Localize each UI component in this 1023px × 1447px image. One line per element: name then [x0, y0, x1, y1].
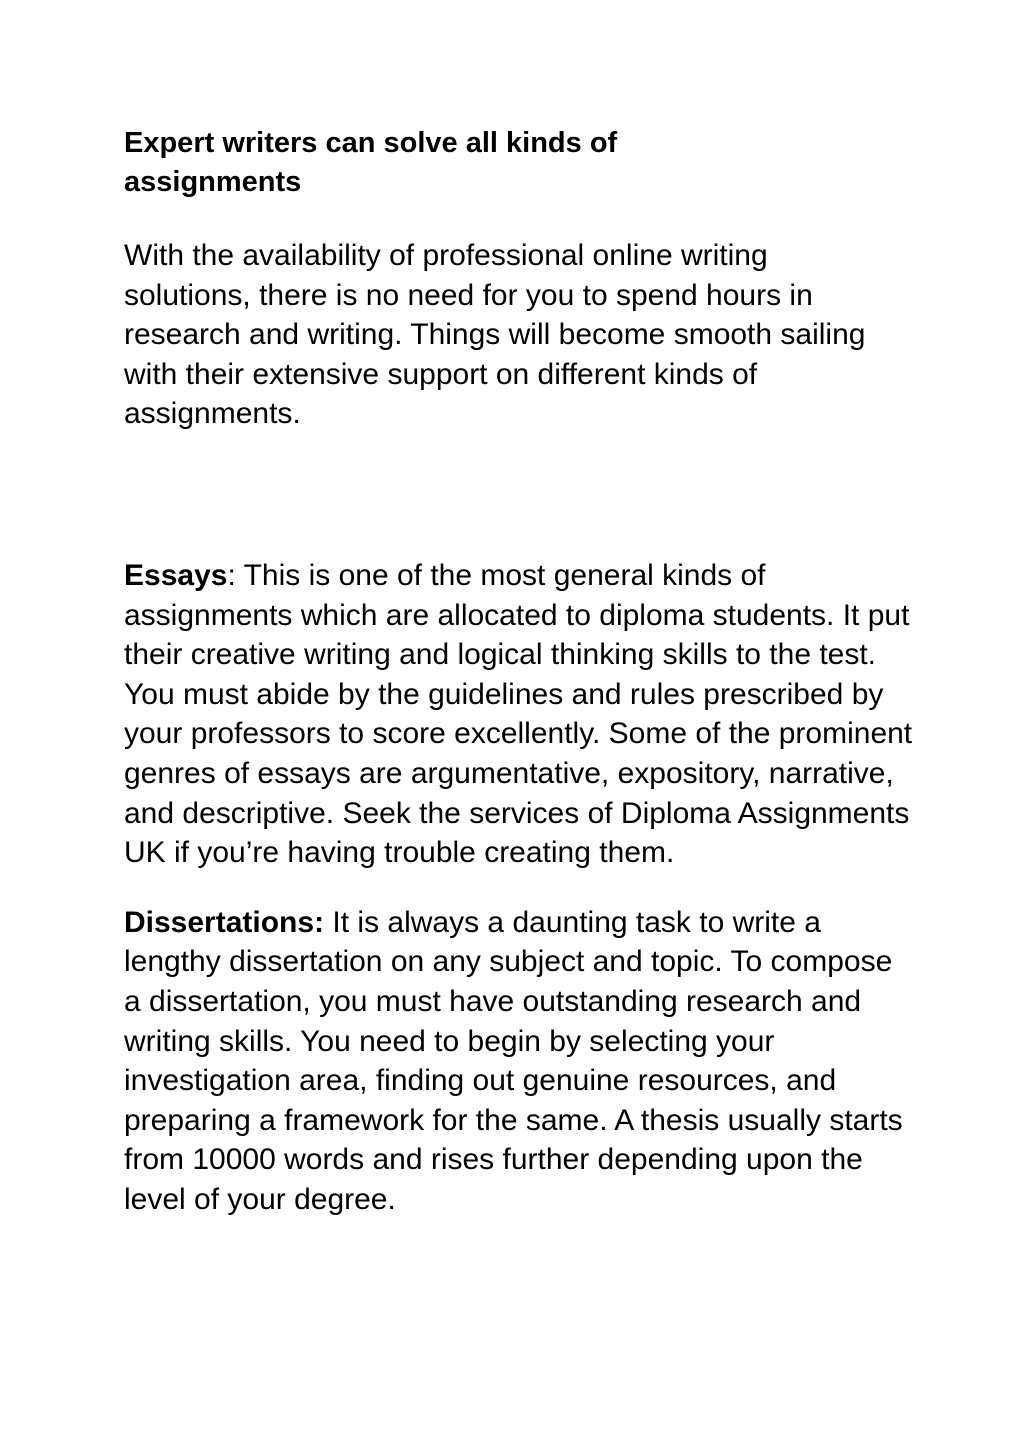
document-page: [124, 124, 914, 1219]
dissertations-term: Dissertations:: [124, 905, 325, 939]
essays-paragraph: [124, 556, 914, 873]
essays-term: Essays: [124, 558, 228, 592]
intro-paragraph: With the availability of professional online writing solutions, there is no need for you to spend hours in research and writing. Things will become smooth sailing with their extensive support on different kinds of assignments.: [124, 239, 866, 431]
essays-text: This is one of the most general kinds of assignments which are allocated to diploma students. It put their creative writing and logical thinking skills to the test. You must abide by the guidelines and rules prescribed by your professors to score excellently. Some of the prominent genres of essays are argumentative, expository, narrative, and descriptive. Seek the services of Diploma Assignments UK if you’re having trouble creating them.: [124, 558, 913, 870]
document-heading: Expert writers can solve all kinds of assignments: [124, 127, 618, 198]
essays-separator: :: [227, 558, 236, 592]
dissertations-paragraph: [124, 903, 914, 1220]
paragraph-spacer: [124, 434, 914, 556]
dissertations-text: It is always a daunting task to write a lengthy dissertation on any subject and topic. To compose a dissertation, you must have outstanding research and writing skills. You need to begin by selecting your investigation area, finding out genuine resources, and preparing a framework for the same. A thesis usually starts from 10000 words and rises further depending upon the level of your degree.: [124, 905, 903, 1216]
